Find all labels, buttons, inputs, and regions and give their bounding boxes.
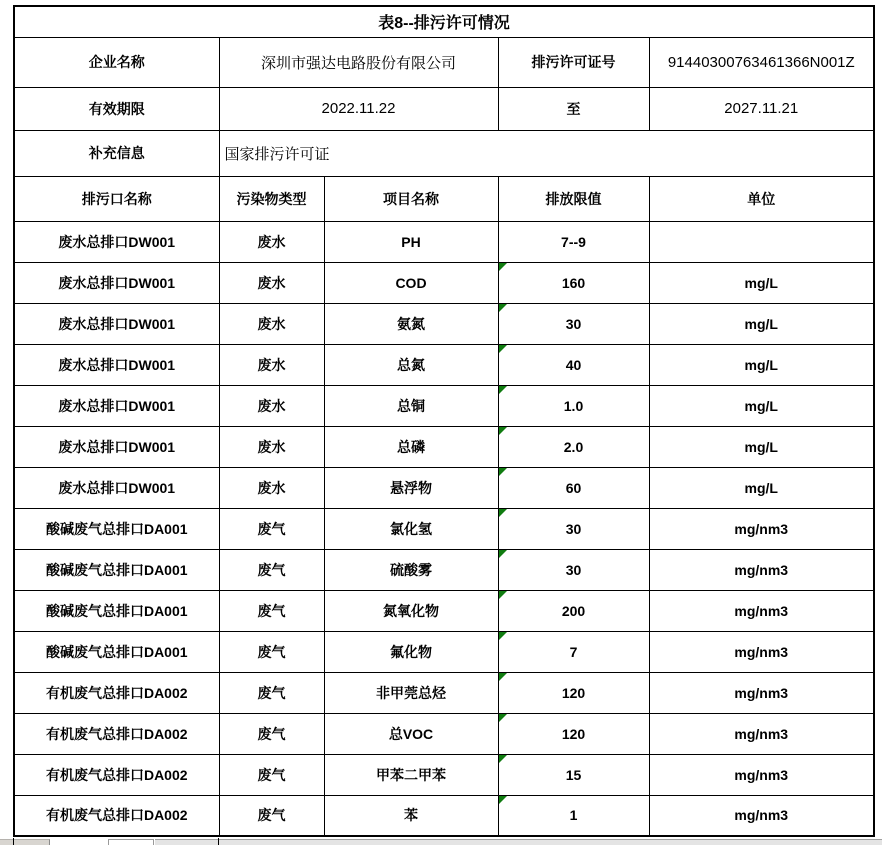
item-name-cell[interactable]: COD (324, 262, 498, 303)
flag-triangle-icon (499, 673, 507, 681)
outlet-cell[interactable]: 废水总排口DW001 (14, 221, 219, 262)
table-row (14, 713, 874, 754)
table-border-stub (13, 838, 14, 845)
flag-triangle-icon (499, 304, 507, 312)
outlet-cell[interactable]: 有机废气总排口DA002 (14, 672, 219, 713)
unit-cell[interactable]: mg/nm3 (649, 795, 874, 836)
limit-cell[interactable] (498, 508, 649, 549)
table-row (14, 795, 874, 836)
limit-value: 7--9 (561, 233, 586, 250)
item-name-cell[interactable]: PH (324, 221, 498, 262)
outlet-cell[interactable]: 酸碱废气总排口DA001 (14, 508, 219, 549)
permit-table (13, 5, 875, 837)
horizontal-scrollbar[interactable] (155, 839, 882, 845)
unit-cell[interactable]: mg/L (649, 426, 874, 467)
pollutant-type-cell[interactable]: 废气 (219, 590, 324, 631)
item-name-cell[interactable]: 甲苯二甲苯 (324, 754, 498, 795)
unit-cell[interactable]: mg/L (649, 344, 874, 385)
sheet-tab[interactable] (108, 839, 154, 845)
unit-cell[interactable]: mg/nm3 (649, 672, 874, 713)
table-title[interactable]: 表8--排污许可情况 (14, 6, 874, 37)
column-header-row (14, 176, 874, 221)
item-name-cell[interactable]: 悬浮物 (324, 467, 498, 508)
limit-cell[interactable] (498, 303, 649, 344)
limit-cell[interactable] (498, 672, 649, 713)
item-name-cell[interactable]: 总铜 (324, 385, 498, 426)
table-row (14, 631, 874, 672)
limit-cell[interactable] (498, 795, 649, 836)
unit-cell[interactable]: mg/nm3 (649, 508, 874, 549)
outlet-cell[interactable]: 酸碱废气总排口DA001 (14, 590, 219, 631)
table-row (14, 344, 874, 385)
table-row (14, 426, 874, 467)
flag-triangle-icon (499, 427, 507, 435)
flag-triangle-icon (499, 345, 507, 353)
outlet-cell[interactable]: 有机废气总排口DA002 (14, 795, 219, 836)
limit-value: 30 (565, 520, 582, 537)
table-row (14, 221, 874, 262)
limit-cell[interactable] (498, 344, 649, 385)
limit-value: 2.0 (563, 438, 584, 455)
flag-triangle-icon (499, 386, 507, 394)
unit-cell[interactable]: mg/L (649, 303, 874, 344)
supplement-label-cell[interactable]: 补充信息 (14, 130, 219, 176)
unit-cell[interactable]: mg/nm3 (649, 549, 874, 590)
table-row (14, 303, 874, 344)
limit-value: 30 (565, 561, 582, 578)
limit-cell[interactable] (498, 262, 649, 303)
limit-value: 120 (561, 725, 586, 742)
item-name-cell[interactable]: 总VOC (324, 713, 498, 754)
limit-cell[interactable] (498, 713, 649, 754)
header-unit[interactable]: 单位 (649, 176, 874, 221)
item-name-cell[interactable]: 非甲莞总烃 (324, 672, 498, 713)
header-outlet-name[interactable]: 排污口名称 (14, 176, 219, 221)
pollutant-type-cell[interactable]: 废气 (219, 713, 324, 754)
flag-triangle-icon (499, 755, 507, 763)
flag-triangle-icon (499, 263, 507, 271)
flag-triangle-icon (499, 714, 507, 722)
window-bottom-strip (0, 838, 882, 845)
item-name-cell[interactable]: 硫酸雾 (324, 549, 498, 590)
limit-cell[interactable] (498, 467, 649, 508)
limit-value: 60 (565, 479, 582, 496)
outlet-cell[interactable]: 酸碱废气总排口DA001 (14, 631, 219, 672)
limit-value: 160 (561, 274, 586, 291)
table-row (14, 385, 874, 426)
outlet-cell[interactable]: 酸碱废气总排口DA001 (14, 549, 219, 590)
limit-value: 1 (569, 807, 578, 824)
pollutant-type-cell[interactable]: 废气 (219, 754, 324, 795)
unit-cell[interactable]: mg/nm3 (649, 590, 874, 631)
limit-cell[interactable] (498, 631, 649, 672)
flag-triangle-icon (499, 509, 507, 517)
flag-triangle-icon (499, 550, 507, 558)
limit-value: 15 (565, 766, 582, 783)
flag-triangle-icon (499, 632, 507, 640)
limit-value: 1.0 (563, 397, 584, 414)
header-item-name[interactable]: 项目名称 (324, 176, 498, 221)
pollutant-type-cell[interactable]: 废水 (219, 221, 324, 262)
sheet-nav-area[interactable] (0, 839, 50, 845)
supplement-value-cell[interactable]: 国家排污许可证 (219, 130, 874, 176)
unit-cell[interactable]: mg/nm3 (649, 713, 874, 754)
company-row (14, 37, 874, 87)
unit-cell[interactable]: mg/L (649, 262, 874, 303)
pollutant-type-cell[interactable]: 废气 (219, 795, 324, 836)
header-limit[interactable]: 排放限值 (498, 176, 649, 221)
company-value-cell[interactable]: 深圳市强达电路股份有限公司 (219, 37, 498, 87)
item-name-cell[interactable]: 总磷 (324, 426, 498, 467)
limit-cell[interactable] (498, 754, 649, 795)
pollutant-type-cell[interactable]: 废气 (219, 672, 324, 713)
unit-cell[interactable]: mg/L (649, 467, 874, 508)
outlet-cell[interactable]: 废水总排口DW001 (14, 467, 219, 508)
to-label-cell[interactable]: 至 (498, 87, 649, 130)
outlet-cell[interactable]: 废水总排口DW001 (14, 262, 219, 303)
limit-value: 40 (565, 356, 582, 373)
pollutant-type-cell[interactable]: 废水 (219, 262, 324, 303)
flag-triangle-icon (499, 796, 507, 804)
unit-cell[interactable]: mg/nm3 (649, 754, 874, 795)
outlet-cell[interactable]: 废水总排口DW001 (14, 385, 219, 426)
outlet-cell[interactable]: 废水总排口DW001 (14, 426, 219, 467)
pollutant-type-cell[interactable]: 废水 (219, 344, 324, 385)
flag-triangle-icon (499, 468, 507, 476)
outlet-cell[interactable]: 废水总排口DW001 (14, 303, 219, 344)
title-row (14, 6, 874, 37)
validity-label-cell[interactable]: 有效期限 (14, 87, 219, 130)
supplement-row (14, 130, 874, 176)
limit-value: 120 (561, 684, 586, 701)
validity-start-cell[interactable]: 2022.11.22 (219, 87, 498, 130)
limit-value: 30 (565, 315, 582, 332)
limit-cell[interactable] (498, 590, 649, 631)
unit-cell[interactable]: mg/L (649, 385, 874, 426)
outlet-cell[interactable]: 有机废气总排口DA002 (14, 754, 219, 795)
table-row (14, 467, 874, 508)
item-name-cell[interactable]: 氮氧化物 (324, 590, 498, 631)
pollutant-type-cell[interactable]: 废气 (219, 631, 324, 672)
permit-label-cell[interactable]: 排污许可证号 (498, 37, 649, 87)
limit-cell[interactable] (498, 426, 649, 467)
permit-value-cell[interactable]: 91440300763461366N001Z (649, 37, 874, 87)
pollutant-type-cell[interactable]: 废水 (219, 426, 324, 467)
table-row (14, 754, 874, 795)
pollutant-type-cell[interactable]: 废水 (219, 385, 324, 426)
unit-cell[interactable]: mg/nm3 (649, 631, 874, 672)
table-row (14, 262, 874, 303)
item-name-cell[interactable]: 总氮 (324, 344, 498, 385)
item-name-cell[interactable]: 氟化物 (324, 631, 498, 672)
validity-end-cell[interactable]: 2027.11.21 (649, 87, 874, 130)
table-row (14, 672, 874, 713)
outlet-cell[interactable]: 有机废气总排口DA002 (14, 713, 219, 754)
limit-cell[interactable] (498, 221, 649, 262)
limit-cell[interactable] (498, 385, 649, 426)
limit-cell[interactable] (498, 549, 649, 590)
flag-triangle-icon (499, 591, 507, 599)
limit-value: 200 (561, 602, 586, 619)
table-border-stub (218, 838, 219, 845)
header-pollutant-type[interactable]: 污染物类型 (219, 176, 324, 221)
table-row (14, 549, 874, 590)
outlet-cell[interactable]: 废水总排口DW001 (14, 344, 219, 385)
pollutant-type-cell[interactable]: 废气 (219, 508, 324, 549)
item-name-cell[interactable]: 苯 (324, 795, 498, 836)
pollutant-type-cell[interactable]: 废水 (219, 467, 324, 508)
unit-cell[interactable] (649, 221, 874, 262)
company-label-cell[interactable]: 企业名称 (14, 37, 219, 87)
item-name-cell[interactable]: 氯化氢 (324, 508, 498, 549)
table-row (14, 590, 874, 631)
validity-row (14, 87, 874, 130)
pollutant-type-cell[interactable]: 废气 (219, 549, 324, 590)
limit-value: 7 (569, 643, 578, 660)
item-name-cell[interactable]: 氨氮 (324, 303, 498, 344)
pollutant-type-cell[interactable]: 废水 (219, 303, 324, 344)
table-row (14, 508, 874, 549)
